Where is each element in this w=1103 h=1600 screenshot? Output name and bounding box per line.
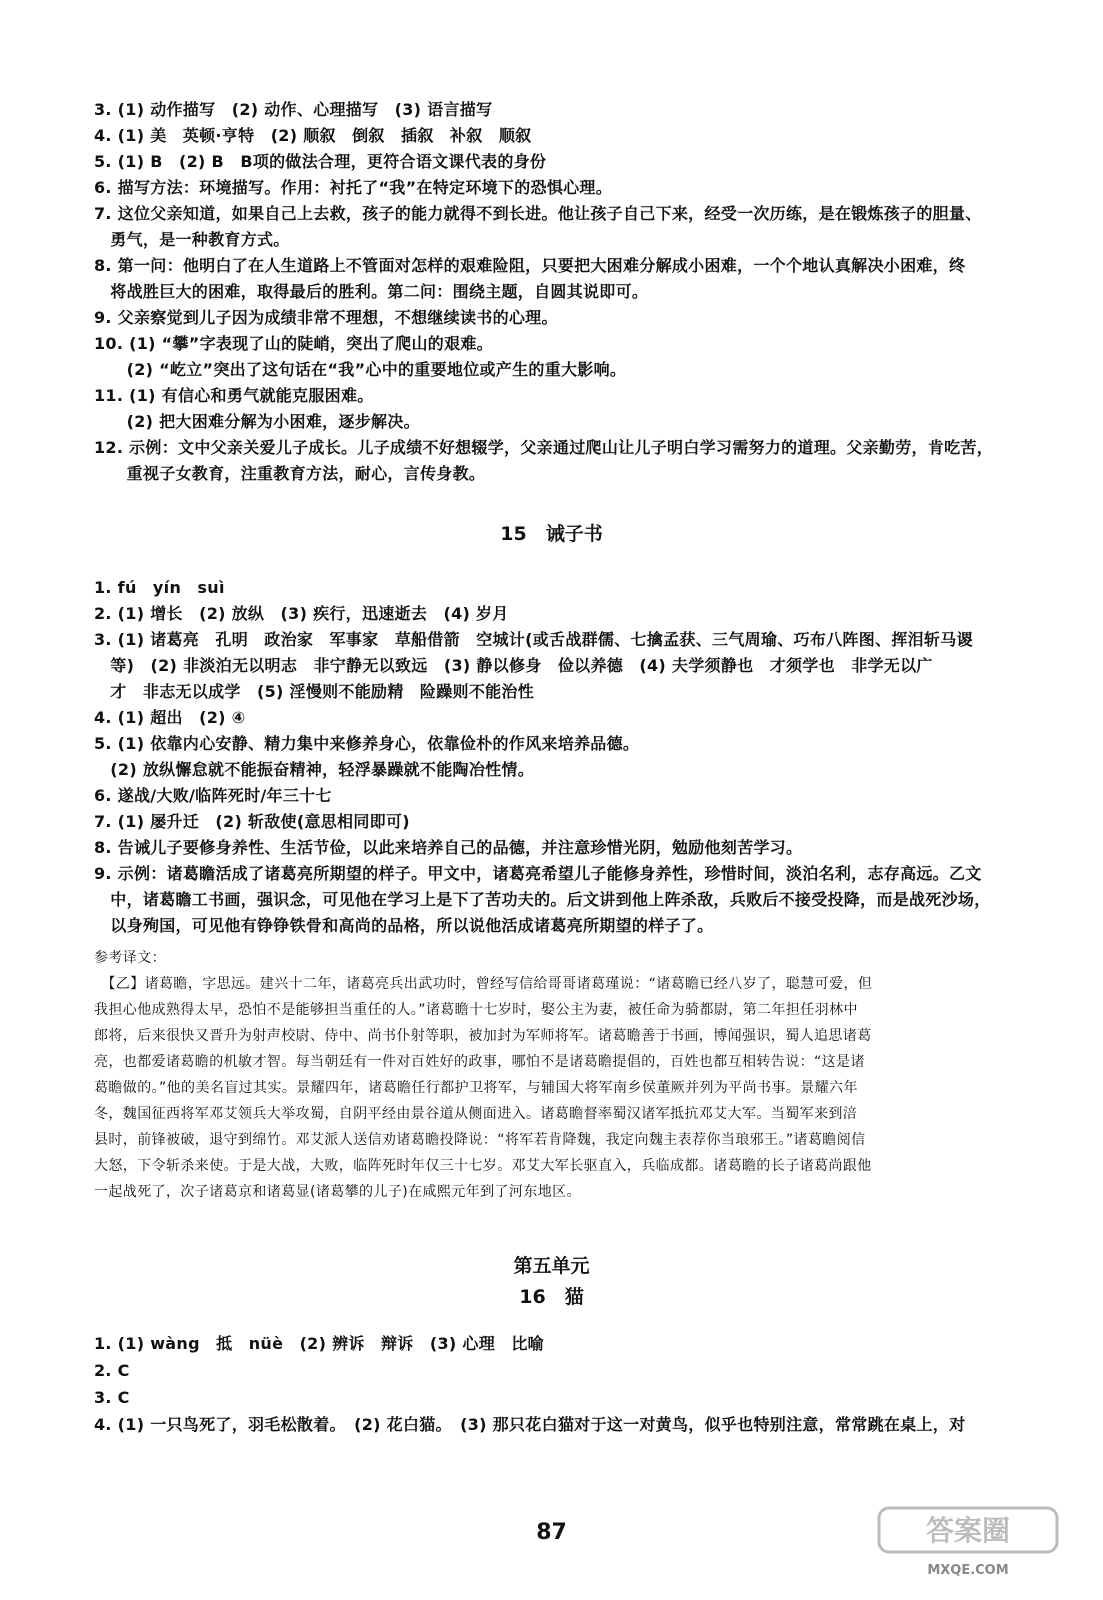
answer-line: 勇气，是一种教育方式。: [94, 230, 290, 249]
answer-line: 7. (1) 屡升迁 (2) 斩敌使(意思相同即可): [94, 812, 410, 831]
reference-label: 参考译文：: [94, 950, 166, 966]
answer-line: (2) “屹立”突出了这句话在“我”心中的重要地位或产生的重大影响。: [94, 360, 627, 379]
answer-line: 5. (1) 依靠内心安静、精力集中来修养身心，依靠俭朴的作风来培养品德。: [94, 734, 640, 753]
section16-answer-block: [94, 1334, 1012, 1435]
answer-line: 3. (1) 动作描写 (2) 动作、心理描写 (3) 语言描写: [94, 100, 493, 119]
watermark-brand: 答案圈: [925, 1514, 1011, 1547]
answer-line: 3. (1) 诸葛亮 孔明 政治家 军事家 草船借箭 空城计(或舌战群儒、七擒孟获、三气周瑜、巧布八阵图、挥泪斩马谡: [94, 630, 973, 649]
answer-line: 10. (1) “攀”字表现了山的陡峭，突出了爬山的艰难。: [94, 334, 493, 353]
reference-line: 【乙】诸葛瞻，字思远。建兴十二年，诸葛亮兵出武功时，曾经写信给哥哥诸葛瑾说：“诸葛瞻已经八岁了，聪慧可爱，但: [94, 976, 873, 992]
section16-title: 16 猫: [519, 1286, 584, 1308]
reference-line: 葛瞻做的。”他的美名盲过其实。景耀四年，诸葛瞻任行都护卫将军，与辅国大将军南乡侯董厥并列为平尚书事。景耀六年: [94, 1080, 858, 1096]
answer-line: 7. 这位父亲知道，如果自己上去救，孩子的能力就得不到长进。他让孩子自己下来，经受一次历练，是在锻炼孩子的胆量、: [94, 204, 982, 223]
answer-line: 2. C: [94, 1361, 130, 1380]
reference-line: 亮，也都爱诸葛瞻的机敏才智。每当朝廷有一件对百姓好的政事，哪怕不是诸葛瞻提倡的，百姓也都互相转告说：“这是诸: [94, 1054, 865, 1070]
answer-line: 3. C: [94, 1388, 130, 1407]
answer-line: 8. 告诫儿子要修身养性、生活节俭，以此来培养自己的品德，并注意珍惜光阴，勉励他刻苦学习。: [94, 838, 803, 857]
watermark-site: MXQE.COM: [927, 1563, 1009, 1578]
answer-line: 1. (1) wàng 抵 nüè (2) 辨诉 辩诉 (3) 心理 比喻: [94, 1334, 544, 1353]
answer-line: 才 非志无以成学 (5) 淫慢则不能励精 险躁则不能治性: [94, 682, 535, 701]
answer-line: 12. 示例：文中父亲关爱儿子成长。儿子成绩不好想辍学，父亲通过爬山让儿子明白学习需努力的道理。父亲勤劳，肯吃苦，: [94, 438, 994, 457]
answer-line: 9. 父亲察觉到儿子因为成绩非常不理想，不想继续读书的心理。: [94, 308, 558, 327]
page-number: 87: [536, 1520, 567, 1545]
answer-line: (2) 把大困难分解为小困难，逐步解决。: [94, 412, 420, 431]
answer-line: 8. 第一问：他明白了在人生道路上不管面对怎样的艰难险阻，只要把大困难分解成小困难，一个个地认真解决小困难，终: [94, 256, 966, 275]
watermark-logo: [873, 1504, 1063, 1582]
answer-line: 9. 示例：诸葛瞻活成了诸葛亮所期望的样子。甲文中，诸葛亮希望儿子能修身养性，珍惜时间，淡泊名利，志存高远。乙文: [94, 864, 982, 883]
answer-line: 4. (1) 超出 (2) ④: [94, 708, 246, 727]
section14-answer-block: [94, 100, 1012, 484]
answer-line: 4. (1) 美 英顿·亨特 (2) 顺叙 倒叙 插叙 补叙 顺叙: [94, 126, 532, 145]
reference-line: 我担心他成熟得太早，恐怕不是能够担当重任的人。”诸葛瞻十七岁时，娶公主为妻，被任命为骑都尉，第二年担任羽林中: [94, 1002, 858, 1018]
section15-answer-block: [94, 578, 1012, 936]
answer-line: 6. 描写方法：环境描写。作用：衬托了“我”在特定环境下的恐惧心理。: [94, 178, 613, 197]
answer-line: 5. (1) B (2) B B项的做法合理，更符合语文课代表的身份: [94, 152, 547, 171]
reference-line: 冬，魏国征西将军邓艾领兵大举攻蜀，自阴平经由景谷道从侧面进入。诸葛瞻督率蜀汉诸军抵抗邓艾大军。当蜀军来到涪: [94, 1106, 858, 1122]
reference-line: 县时，前锋被破，退守到绵竹。邓艾派人送信劝诸葛瞻投降说：“将军若肯降魏，我定向魏主表荐你当琅邪王。”诸葛瞻阅信: [94, 1132, 866, 1148]
answer-line: 2. (1) 增长 (2) 放纵 (3) 疾行，迅速逝去 (4) 岁月: [94, 604, 509, 623]
answer-line: (2) 放纵懈怠就不能振奋精神，轻浮暴躁就不能陶冶性情。: [94, 760, 535, 779]
answer-line: 中，诸葛瞻工书画，强识念，可见他在学习上是下了苦功夫的。后文讲到他上阵杀敌，兵败后不接受投降，而是战死沙场，: [94, 890, 991, 909]
answer-line: 6. 遂战/大败/临阵死时/年三十七: [94, 786, 332, 805]
answer-line: 1. fú yín suì: [94, 578, 225, 597]
section15-title: 15 诫子书: [500, 523, 603, 545]
reference-line: 郎将，后来很快又晋升为射声校尉、侍中、尚书仆射等职，被加封为军师将军。诸葛瞻善于书画，博闻强识，蜀人追思诸葛: [94, 1028, 872, 1044]
answer-line: 重视子女教育，注重教育方法，耐心，言传身教。: [94, 464, 486, 483]
answer-line: 4. (1) 一只鸟死了，羽毛松散着。 (2) 花白猫。 (3) 那只花白猫对于这一对黄鸟，似乎也特别注意，常常跳在桌上，对: [94, 1415, 966, 1434]
answer-line: 11. (1) 有信心和勇气就能克服困难。: [94, 386, 374, 405]
unit-title: 第五单元: [513, 1255, 590, 1277]
reference-translation-block: [94, 948, 1012, 1202]
reference-line: 大怒，下令斩杀来使。于是大战，大败，临阵死时年仅三十七岁。邓艾大军长驱直入，兵临成都。诸葛瞻的长子诸葛尚跟他: [94, 1158, 872, 1174]
answer-line: 以身殉国，可见他有铮铮铁骨和高尚的品格，所以说他活成诸葛亮所期望的样子了。: [94, 916, 714, 935]
answer-line: 将战胜巨大的困难，取得最后的胜利。第二问：围绕主题，自圆其说即可。: [94, 282, 649, 301]
answer-line: 等) (2) 非淡泊无以明志 非宁静无以致远 (3) 静以修身 俭以养德 (4) 夫学须静也 才须学也 非学无以广: [94, 656, 933, 675]
reference-line: 一起战死了，次子诸葛京和诸葛显(诸葛攀的儿子)在咸熙元年到了河东地区。: [94, 1184, 581, 1200]
watermark-badge-icon: [879, 1508, 1057, 1552]
